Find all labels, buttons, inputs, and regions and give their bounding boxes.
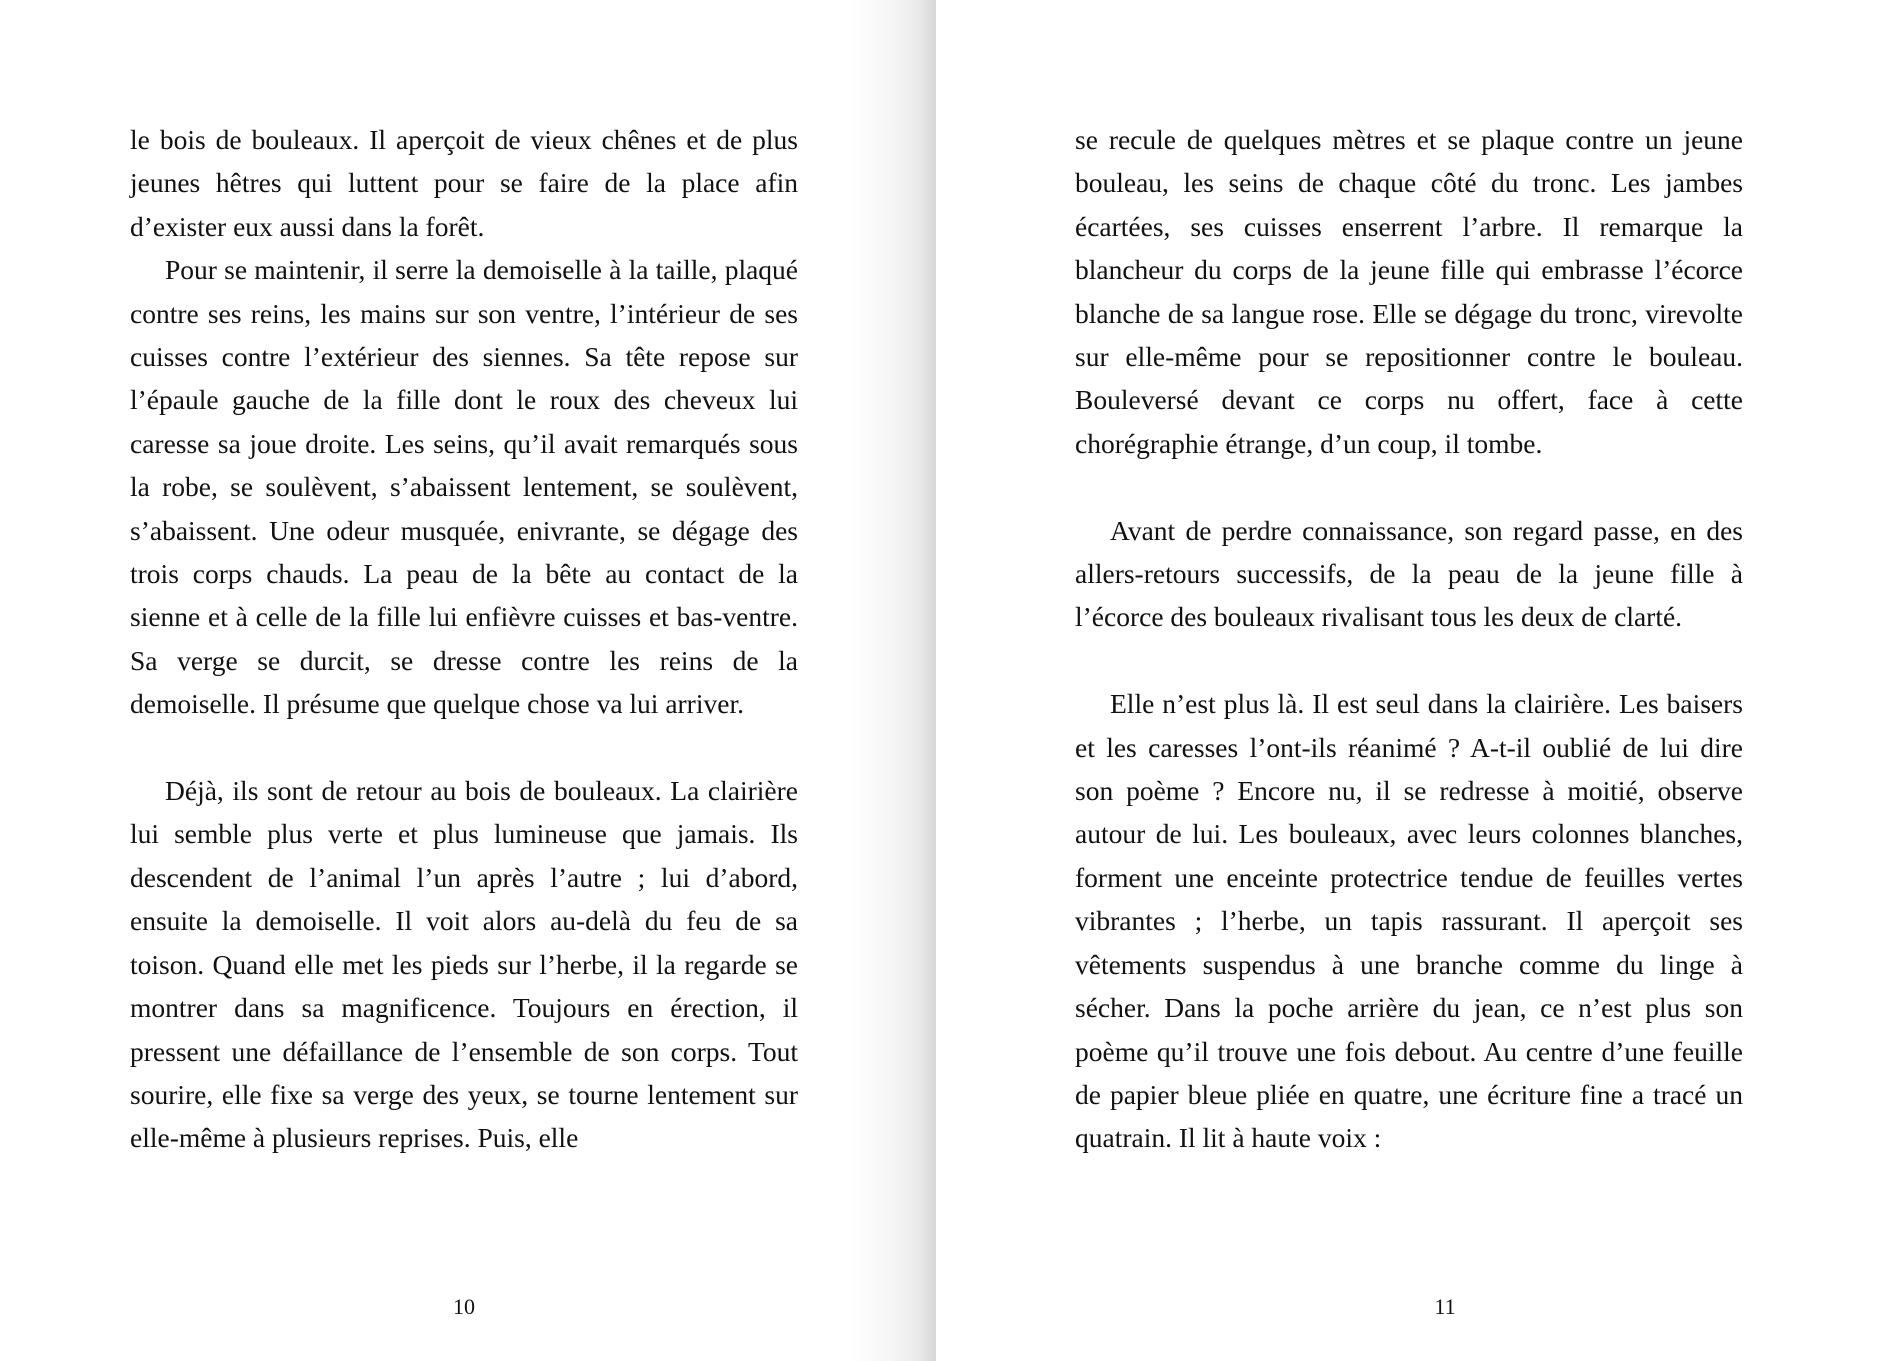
page-number: 11	[1434, 1294, 1456, 1319]
page-number: 10	[453, 1294, 475, 1319]
paragraph: Pour se maintenir, il serre la demoiselle à la taille, plaqué contre ses reins, les mains sur son ventre, l’intérieur de ses cuisses contre l’extérieur des siennes. Sa tête repose sur l’épaule gauche de la fille dont le roux des cheveux lui caresse sa joue droite. Les seins, qu’il avait remarqués sous la robe, se soulèvent, s’abaissent lentement, se soulèvent, s’abaissent. Une odeur musquée, enivrante, se dégage des trois corps chauds. La peau de la bête au contact de la sienne et à celle de la fille lui enfièvre cuisses et bas-ventre. Sa verge se durcit, se dresse contre les reins de la demoiselle. Il présume que quelque chose va lui arriver.	[130, 254, 798, 720]
paragraph: Déjà, ils sont de retour au bois de bouleaux. La clairière lui semble plus verte et plus lumineuse que jamais. Ils descendent de l’animal l’un après l’autre ; lui d’abord, ensuite la demoiselle. Il voit alors au-delà du feu de sa toison. Quand elle met les pieds sur l’herbe, il la regarde se montrer dans sa magnificence. Toujours en érection, il pressent une défaillance de l’ensemble de son corps. Tout sourire, elle fixe sa verge des yeux, se tourne lentement sur elle-même à plusieurs reprises. Puis, elle	[130, 775, 798, 1154]
paragraph: le bois de bouleaux. Il aperçoit de vieux chênes et de plus jeunes hêtres qui luttent pour se faire de la place afin d’exister eux aussi dans la forêt.	[130, 124, 798, 242]
right-page-text	[1075, 118, 1743, 1160]
paragraph: se recule de quelques mètres et se plaque contre un jeune bouleau, les seins de chaque côté du tronc. Les jambes écartées, ses cuisses enserrent l’arbre. Il remarque la blancheur du corps de la jeune fille qui embrasse l’écorce blanche de sa langue rose. Elle se dégage du tronc, virevolte sur elle-même pour se repositionner contre le bouleau. Bouleversé devant ce corps nu offert, face à cette chorégraphie étrange, d’un coup, il tombe.	[1075, 124, 1743, 459]
gutter-shadow	[850, 0, 936, 1361]
right-page	[936, 0, 1878, 1361]
paragraph: Elle n’est plus là. Il est seul dans la clairière. Les baisers et les caresses l’ont-ils réanimé ? A-t-il oublié de lui dire son poème ? Encore nu, il se redresse à moitié, observe autour de lui. Les bouleaux, avec leurs colonnes blanches, forment une enceinte protectrice tendue de feuilles vertes vibrantes ; l’herbe, un tapis rassurant. Il aperçoit ses vêtements suspendus à une branche comme du linge à sécher. Dans la poche arrière du jean, ce n’est plus son poème qu’il trouve une fois debout. Au centre d’une feuille de papier bleue pliée en quatre, une écriture fine a tracé un quatrain. Il lit à haute voix :	[1075, 688, 1743, 1154]
left-page	[0, 0, 936, 1361]
left-page-text	[130, 118, 798, 1160]
paragraph: Avant de perdre connaissance, son regard passe, en des allers-retours successifs, de la peau de la jeune fille à l’écorce des bouleaux rivalisant tous les deux de clarté.	[1075, 514, 1743, 633]
